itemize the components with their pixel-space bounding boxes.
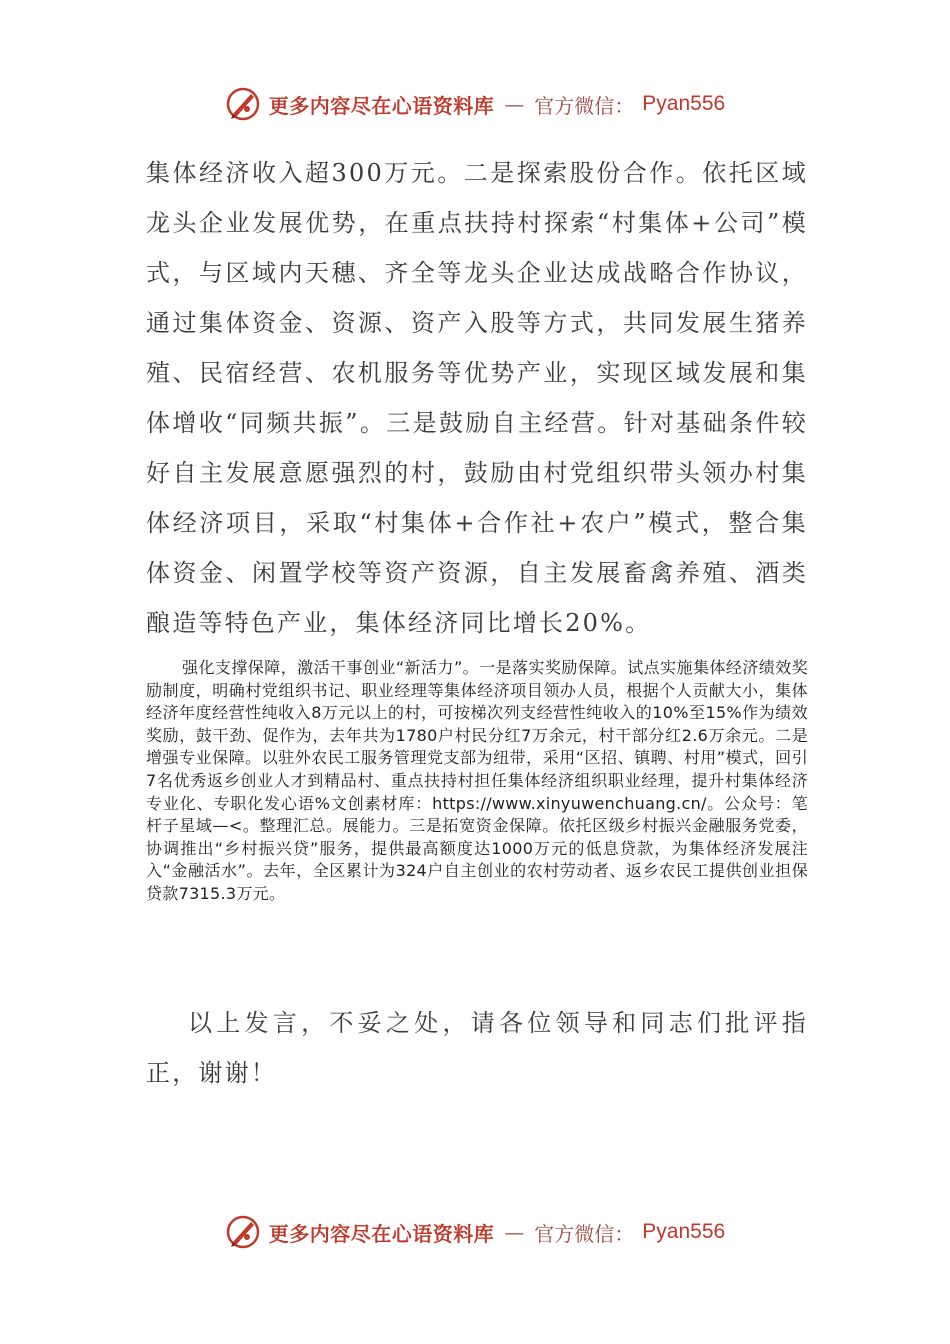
closing-paragraph: 以上发言，不妥之处，请各位领导和同志们批评指正，谢谢！ xyxy=(146,1009,808,1087)
watermark-label: 官方微信： xyxy=(534,1221,635,1246)
watermark-separator: — xyxy=(504,1220,525,1244)
pen-circle-logo-icon xyxy=(225,1214,261,1250)
body-paragraph-2: 强化支撑保障，激活干事创业“新活力”。一是落实奖励保障。试点实施集体经济绩效奖励制度，明确村党组织书记、职业经理等集体经济项目领办人员，根据个人贡献大小，集体经济年度经营性纯收入8万元以上的村，可按梯次列支经营性纯收入的10%至15%作为绩效奖励，鼓干劲、促作为，去年共为1780户村民分红7万余元，村干部分红2.6万余元。二是增强专业保障。以驻外农民工服务管理党支部为纽带，采用“区招、镇聘、村用”模式，回引7名优秀返乡创业人才到精品村、重点扶持村担任集体经济组织职业经理，提升村集体经济专业化、专职化发心语%文创素材库：https://www.xinyuwenchuang.cn/。公众号：笔杆子星域—<。整理汇总。展能力。三是拓宽资金保障。依托区级乡村振兴金融服务党委，协调推出“乡村振兴贷”服务，提供最高额度达1000万元的低息贷款，为集体经济发展注入“金融活水”。去年，全区累计为324户自主创业的农村劳动者、返乡农民工提供创业担保贷款7315.3万元。 xyxy=(146,658,808,903)
body-paragraph-1: 集体经济收入超300万元。二是探索股份合作。依托区域龙头企业发展优势，在重点扶持村探索“村集体+公司”模式，与区域内天穗、齐全等龙头企业达成战略合作协议，通过集体资金、资源、资产入股等方式，共同发展生猪养殖、民宿经营、农机服务等优势产业，实现区域发展和集体增收“同频共振”。三是鼓励自主经营。针对基础条件较好自主发展意愿强烈的村，鼓励由村党组织带头领办村集体经济项目，采取“村集体+合作社+农户”模式，整合集体资金、闲置学校等资产资源，自主发展畜禽养殖、酒类酿造等特色产业，集体经济同比增长20%。 xyxy=(146,159,808,637)
watermark-wechat-id: Pyan556 xyxy=(642,92,726,115)
pen-circle-logo-icon xyxy=(225,86,261,122)
watermark-header xyxy=(0,84,950,124)
watermark-text: 更多内容尽在心语资料库 xyxy=(268,1221,495,1246)
watermark-footer xyxy=(0,1212,950,1252)
watermark-label: 官方微信： xyxy=(534,93,635,118)
watermark-separator: — xyxy=(504,92,525,116)
watermark-wechat-id: Pyan556 xyxy=(642,1220,726,1243)
watermark-text: 更多内容尽在心语资料库 xyxy=(268,93,495,118)
